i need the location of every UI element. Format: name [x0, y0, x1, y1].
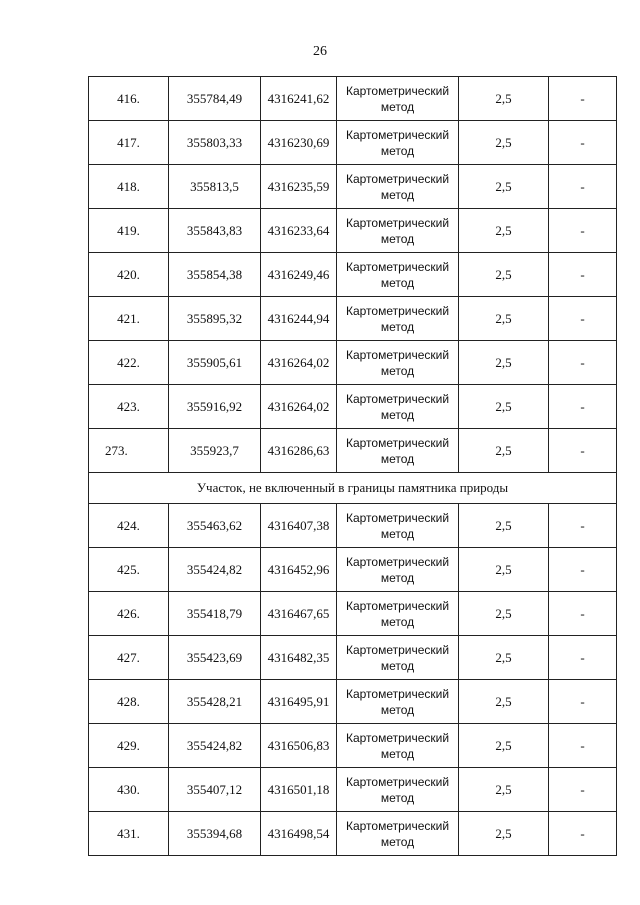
method-line-2: метод	[380, 658, 415, 673]
x-coordinate-cell: 355923,7	[169, 429, 261, 473]
accuracy-cell: 2,5	[459, 429, 549, 473]
note-cell: -	[549, 812, 617, 856]
method-line-1: Картометрический	[345, 171, 450, 186]
point-number-cell: 418.	[89, 165, 169, 209]
table-row	[89, 592, 617, 636]
method-cell	[337, 297, 459, 341]
x-coordinate-cell: 355428,21	[169, 680, 261, 724]
table-row	[89, 385, 617, 429]
note-cell: -	[549, 165, 617, 209]
method-line-2: метод	[380, 702, 415, 717]
x-coordinate-cell: 355407,12	[169, 768, 261, 812]
note-cell: -	[549, 504, 617, 548]
point-number-cell: 419.	[89, 209, 169, 253]
method-line-1: Картометрический	[345, 686, 450, 701]
method-line-1: Картометрический	[345, 391, 450, 406]
y-coordinate-cell: 4316498,54	[261, 812, 337, 856]
method-line-2: метод	[380, 614, 415, 629]
table-row	[89, 504, 617, 548]
x-coordinate-cell: 355784,49	[169, 77, 261, 121]
method-line-2: метод	[380, 231, 415, 246]
point-number-cell: 430.	[89, 768, 169, 812]
table-row	[89, 77, 617, 121]
method-cell	[337, 385, 459, 429]
table-row	[89, 429, 617, 473]
accuracy-cell: 2,5	[459, 297, 549, 341]
method-line-1: Картометрический	[345, 774, 450, 789]
y-coordinate-cell: 4316506,83	[261, 724, 337, 768]
method-cell	[337, 209, 459, 253]
point-number-cell: 431.	[89, 812, 169, 856]
method-line-2: метод	[380, 187, 415, 202]
point-number-cell: 420.	[89, 253, 169, 297]
method-line-1: Картометрический	[345, 818, 450, 833]
accuracy-cell: 2,5	[459, 121, 549, 165]
method-line-1: Картометрический	[345, 259, 450, 274]
table-row	[89, 165, 617, 209]
note-cell: -	[549, 341, 617, 385]
x-coordinate-cell: 355424,82	[169, 724, 261, 768]
point-number-cell: 424.	[89, 504, 169, 548]
page-number: 26	[313, 44, 327, 59]
accuracy-cell: 2,5	[459, 341, 549, 385]
y-coordinate-cell: 4316249,46	[261, 253, 337, 297]
x-coordinate-cell: 355813,5	[169, 165, 261, 209]
y-coordinate-cell: 4316264,02	[261, 341, 337, 385]
table-row	[89, 253, 617, 297]
method-cell	[337, 121, 459, 165]
method-line-1: Картометрический	[345, 435, 450, 450]
y-coordinate-cell: 4316230,69	[261, 121, 337, 165]
method-cell	[337, 341, 459, 385]
note-cell: -	[549, 768, 617, 812]
method-line-2: метод	[380, 143, 415, 158]
y-coordinate-cell: 4316467,65	[261, 592, 337, 636]
point-number-cell: 426.	[89, 592, 169, 636]
method-line-2: метод	[380, 570, 415, 585]
point-number-cell: 427.	[89, 636, 169, 680]
table-row	[89, 768, 617, 812]
point-number-cell: 417.	[89, 121, 169, 165]
method-line-1: Картометрический	[345, 642, 450, 657]
x-coordinate-cell: 355895,32	[169, 297, 261, 341]
y-coordinate-cell: 4316241,62	[261, 77, 337, 121]
accuracy-cell: 2,5	[459, 548, 549, 592]
coordinates-table-body	[89, 77, 617, 856]
point-number-cell: 273.	[89, 429, 169, 473]
x-coordinate-cell: 355463,62	[169, 504, 261, 548]
note-cell: -	[549, 680, 617, 724]
method-line-1: Картометрический	[345, 215, 450, 230]
x-coordinate-cell: 355418,79	[169, 592, 261, 636]
accuracy-cell: 2,5	[459, 768, 549, 812]
method-cell	[337, 548, 459, 592]
method-line-2: метод	[380, 790, 415, 805]
note-cell: -	[549, 548, 617, 592]
y-coordinate-cell: 4316235,59	[261, 165, 337, 209]
coordinates-table	[88, 76, 617, 856]
method-cell	[337, 812, 459, 856]
x-coordinate-cell: 355803,33	[169, 121, 261, 165]
note-cell: -	[549, 592, 617, 636]
table-row	[89, 121, 617, 165]
method-line-2: метод	[380, 319, 415, 334]
table-row	[89, 680, 617, 724]
method-line-2: метод	[380, 526, 415, 541]
table-row	[89, 636, 617, 680]
y-coordinate-cell: 4316501,18	[261, 768, 337, 812]
note-cell: -	[549, 429, 617, 473]
method-line-1: Картометрический	[345, 730, 450, 745]
table-row	[89, 297, 617, 341]
method-line-1: Картометрический	[345, 83, 450, 98]
method-line-2: метод	[380, 407, 415, 422]
method-line-2: метод	[380, 275, 415, 290]
note-cell: -	[549, 77, 617, 121]
method-cell	[337, 165, 459, 209]
accuracy-cell: 2,5	[459, 77, 549, 121]
method-cell	[337, 768, 459, 812]
y-coordinate-cell: 4316452,96	[261, 548, 337, 592]
x-coordinate-cell: 355424,82	[169, 548, 261, 592]
section-label: Участок, не включенный в границы памятника природы	[89, 473, 617, 504]
x-coordinate-cell: 355843,83	[169, 209, 261, 253]
accuracy-cell: 2,5	[459, 165, 549, 209]
accuracy-cell: 2,5	[459, 385, 549, 429]
y-coordinate-cell: 4316244,94	[261, 297, 337, 341]
method-line-1: Картометрический	[345, 510, 450, 525]
note-cell: -	[549, 297, 617, 341]
point-number-cell: 423.	[89, 385, 169, 429]
point-number-cell: 421.	[89, 297, 169, 341]
y-coordinate-cell: 4316233,64	[261, 209, 337, 253]
accuracy-cell: 2,5	[459, 812, 549, 856]
section-header-row	[89, 473, 617, 504]
method-line-1: Картометрический	[345, 554, 450, 569]
accuracy-cell: 2,5	[459, 680, 549, 724]
method-line-1: Картометрический	[345, 303, 450, 318]
y-coordinate-cell: 4316264,02	[261, 385, 337, 429]
accuracy-cell: 2,5	[459, 724, 549, 768]
method-cell	[337, 253, 459, 297]
method-line-1: Картометрический	[345, 598, 450, 613]
method-line-2: метод	[380, 746, 415, 761]
x-coordinate-cell: 355423,69	[169, 636, 261, 680]
point-number-cell: 429.	[89, 724, 169, 768]
method-cell	[337, 504, 459, 548]
accuracy-cell: 2,5	[459, 253, 549, 297]
accuracy-cell: 2,5	[459, 592, 549, 636]
y-coordinate-cell: 4316407,38	[261, 504, 337, 548]
method-cell	[337, 592, 459, 636]
point-number-cell: 416.	[89, 77, 169, 121]
note-cell: -	[549, 385, 617, 429]
note-cell: -	[549, 724, 617, 768]
table-row	[89, 209, 617, 253]
table-row	[89, 548, 617, 592]
y-coordinate-cell: 4316286,63	[261, 429, 337, 473]
method-line-1: Картометрический	[345, 347, 450, 362]
method-cell	[337, 77, 459, 121]
note-cell: -	[549, 121, 617, 165]
accuracy-cell: 2,5	[459, 209, 549, 253]
note-cell: -	[549, 253, 617, 297]
method-line-2: метод	[380, 99, 415, 114]
table-row	[89, 341, 617, 385]
method-line-2: метод	[380, 363, 415, 378]
method-line-1: Картометрический	[345, 127, 450, 142]
table-row	[89, 812, 617, 856]
accuracy-cell: 2,5	[459, 504, 549, 548]
method-cell	[337, 636, 459, 680]
x-coordinate-cell: 355394,68	[169, 812, 261, 856]
point-number-cell: 422.	[89, 341, 169, 385]
note-cell: -	[549, 209, 617, 253]
accuracy-cell: 2,5	[459, 636, 549, 680]
y-coordinate-cell: 4316482,35	[261, 636, 337, 680]
method-cell	[337, 680, 459, 724]
method-line-2: метод	[380, 834, 415, 849]
x-coordinate-cell: 355905,61	[169, 341, 261, 385]
point-number-cell: 425.	[89, 548, 169, 592]
method-cell	[337, 429, 459, 473]
table-row	[89, 724, 617, 768]
method-cell	[337, 724, 459, 768]
note-cell: -	[549, 636, 617, 680]
x-coordinate-cell: 355854,38	[169, 253, 261, 297]
method-line-2: метод	[380, 451, 415, 466]
y-coordinate-cell: 4316495,91	[261, 680, 337, 724]
x-coordinate-cell: 355916,92	[169, 385, 261, 429]
point-number-cell: 428.	[89, 680, 169, 724]
